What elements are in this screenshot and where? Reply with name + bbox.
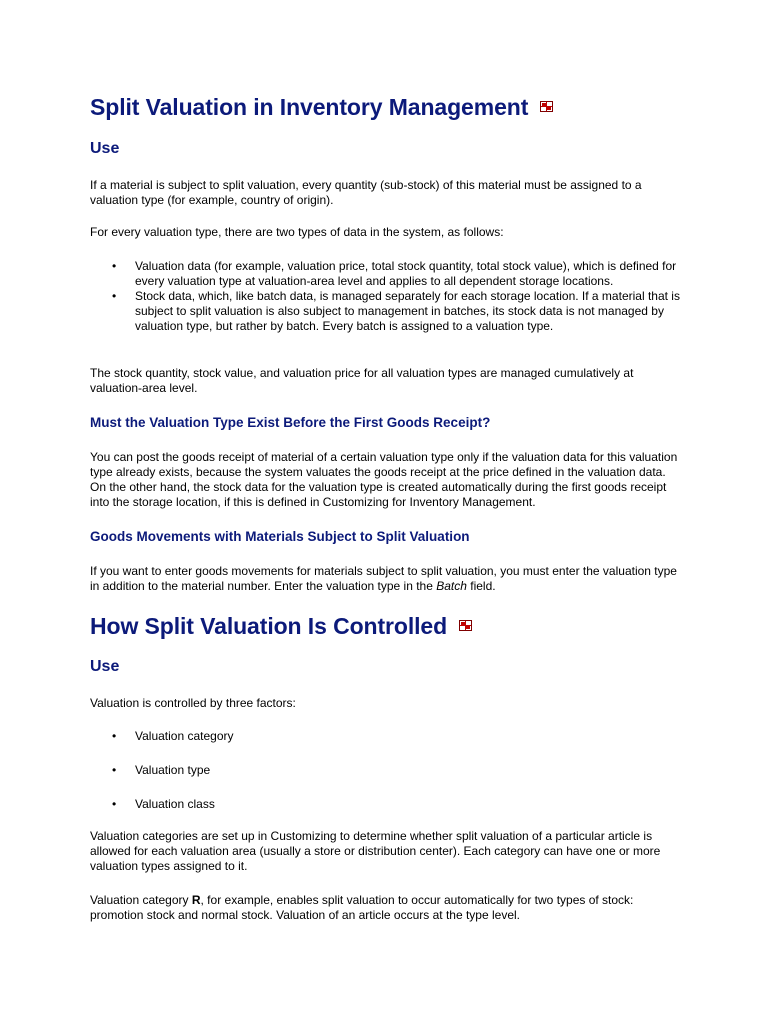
section1-bullet-list [90,259,690,334]
list-item: • Valuation data (for example, valuation price, total stock quantity, total stock value), which is defined for every valuation type at valuation-area level and applies to all dependent storage locations. [112,259,677,288]
bullet-glyph: • [112,729,117,743]
section1-paragraph-3: The stock quantity, stock value, and valuation price for all valuation types are managed cumulatively at valuation-area level. [90,366,634,395]
section2-bullet-list [90,729,690,812]
list-item: • Valuation class [112,797,215,811]
valuation-category-code: R [191,893,201,907]
subsection2-text: If you want to enter goods movements for materials subject to split valuation, you must enter the valuation type in addition to the material number. Enter the valuation type in the Batch field. [90,564,677,593]
link-icon[interactable] [540,101,553,112]
section2-paragraph-3: Valuation category R, for example, enables split valuation to occur automatically for two types of stock: promotion stock and normal stock. Valuation of an article occurs at the type level. [90,893,634,922]
subsection2-heading: Goods Movements with Materials Subject to Split Valuation [90,529,470,544]
section1-paragraph-2: For every valuation type, there are two types of data in the system, as follows: [90,225,504,239]
section2-use-heading: Use [90,658,120,675]
section2-title: How Split Valuation Is Controlled [90,613,472,640]
bullet-glyph: • [112,797,117,811]
section1-title: Split Valuation in Inventory Management [90,94,553,121]
link-icon[interactable] [459,620,472,631]
section2-paragraph-2: Valuation categories are set up in Customizing to determine whether split valuation of a particular article is allowed for each valuation area (usually a store or distribution center). Each category can have one or more valuation types assigned to it. [90,829,661,873]
list-item: • Stock data, which, like batch data, is managed separately for each storage location. If a material that is subject to split valuation is also subject to management in batches, its stock data is not managed by valuation type, but rather by batch. Every batch is assigned to a valuation type. [112,289,680,333]
subsection1-heading: Must the Valuation Type Exist Before the First Goods Receipt? [90,415,491,430]
subsection1-text: You can post the goods receipt of material of a certain valuation type only if the valuation data for this valuation type already exists, because the system valuates the goods receipt at the price defined in the valuation data. On the other hand, the stock data for the valuation type is created automatically during the first goods receipt into the storage location, if this is defined in Customizing for Inventory Management. [90,450,678,509]
list-item: • Valuation type [112,763,211,777]
bullet-glyph: • [112,259,117,273]
section2-paragraph-1: Valuation is controlled by three factors: [90,696,296,710]
batch-field-name: Batch [436,579,467,593]
section1-paragraph-1: If a material is subject to split valuation, every quantity (sub-stock) of this material must be assigned to a valuation type (for example, country of origin). [90,178,642,207]
bullet-glyph: • [112,289,117,303]
list-item: • Valuation category [112,729,234,743]
section1-use-heading: Use [90,140,120,157]
bullet-glyph: • [112,763,117,777]
